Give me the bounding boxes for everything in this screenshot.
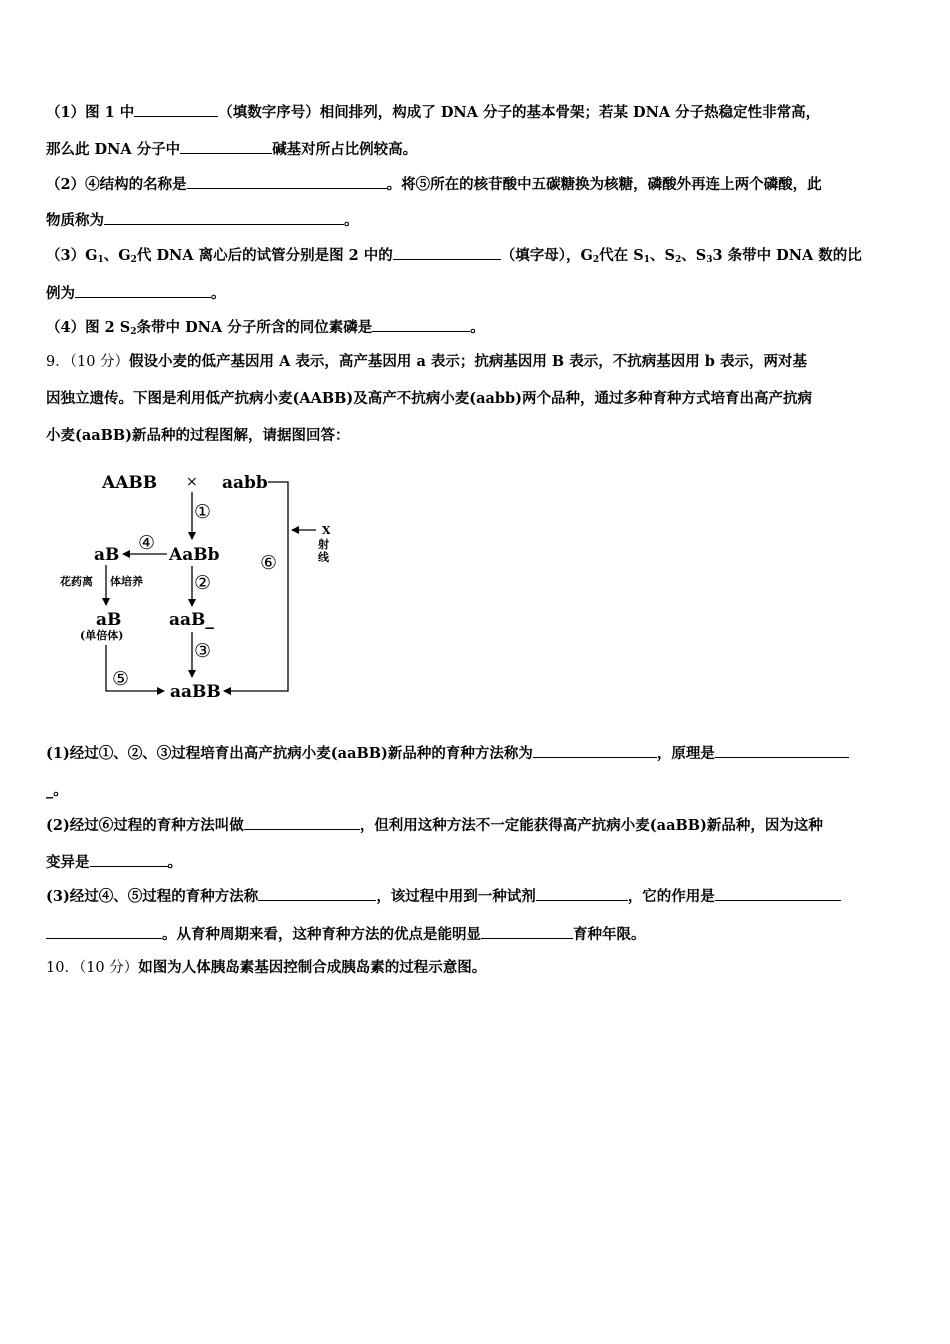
text: 因独立遗传。下图是利用低产抗病小麦(AABB)及高产不抗病小麦(aabb)两个品种，通过多种育种方式培育出高产抗病	[46, 390, 813, 407]
answer-blank[interactable]	[715, 886, 841, 901]
answer-blank[interactable]	[533, 743, 657, 758]
final-aabb-label: aaBB	[170, 682, 221, 702]
text: (2)经过⑥过程的育种方法叫做	[46, 817, 244, 834]
step6-label: ⑥	[260, 552, 278, 574]
q9-sub1-line1	[46, 743, 906, 764]
question-score: （10 分）	[69, 354, 130, 370]
offspring-aab-label: aaB_	[169, 610, 214, 630]
text: ，但利用这种方法不一定能获得高产抗病小麦(aaBB)新品种，因为这种	[359, 817, 823, 834]
q8-part2-line1	[46, 174, 906, 195]
q9-sub1-line2	[46, 781, 906, 801]
text: 代 DNA 离心后的试管分别是图 2 中的	[136, 247, 393, 264]
q10-stem	[46, 958, 906, 978]
q9-stem-line3	[46, 426, 906, 446]
step3-label: ③	[194, 640, 212, 662]
subscript: 1	[97, 255, 104, 265]
text: 、G	[103, 247, 131, 264]
answer-blank[interactable]	[104, 210, 344, 225]
step2-label: ②	[194, 572, 212, 594]
text: 例为	[46, 285, 75, 302]
q9-sub3-line1	[46, 886, 906, 907]
answer-blank[interactable]	[244, 815, 360, 830]
question-score: （10 分）	[78, 960, 139, 976]
q8-part1-line2	[46, 139, 906, 160]
text: （1）图 1 中	[46, 104, 135, 121]
subscript: 2	[130, 255, 137, 265]
subscript: 2	[592, 255, 600, 265]
answer-blank[interactable]	[715, 743, 849, 758]
answer-blank[interactable]	[90, 852, 168, 867]
haploid-ab-label: aB	[96, 610, 122, 630]
q8-part1-line1	[46, 102, 906, 123]
q8-part4	[46, 317, 906, 338]
text: 、S	[649, 247, 675, 264]
text: ，该过程中用到一种试剂	[376, 888, 536, 905]
text: ，它的作用是	[627, 888, 715, 905]
xray-label-xian: 线	[318, 551, 329, 564]
step4-label: ④	[138, 532, 156, 554]
arrow-step6	[224, 482, 288, 691]
text: （3）G	[46, 247, 98, 264]
answer-blank[interactable]	[75, 283, 211, 298]
haploid-note: (单倍体)	[80, 629, 124, 642]
anther-culture-text-right: 体培养	[110, 575, 143, 588]
text: 。从育种周期来看，这种育种方法的优点是能明显	[162, 926, 481, 943]
breeding-diagram	[50, 462, 370, 707]
q9-stem-line1	[46, 352, 906, 372]
text: 。	[344, 212, 359, 229]
text: 小麦(aaBB)新品种的过程图解，请据图回答：	[46, 427, 350, 444]
text: （2）④结构的名称是	[46, 176, 187, 193]
text: 。	[167, 854, 182, 871]
text: (3)经过④、⑤过程的育种方法称	[46, 888, 259, 905]
text: 变异是	[46, 854, 90, 871]
text: 。将⑤所在的核苷酸中五碳糖换为核糖，磷酸外再连上两个磷酸，此	[386, 176, 822, 193]
text: _。	[46, 782, 68, 799]
cross-symbol: ×	[186, 474, 198, 490]
answer-blank[interactable]	[46, 924, 162, 939]
text: 那么此 DNA 分子中	[46, 141, 181, 158]
text: (1)经过①、②、③过程培育出高产抗病小麦(aaBB)新品种的育种方法称为	[46, 745, 533, 762]
subscript: 3	[706, 255, 713, 265]
subscript: 1	[643, 255, 650, 265]
text: 假设小麦的低产基因用 A 表示，高产基因用 a 表示；抗病基因用 B 表示，不抗病基因用 b 表示，两对基	[129, 353, 807, 370]
q9-sub2-line2	[46, 852, 906, 873]
subscript: 2	[130, 327, 137, 337]
answer-blank[interactable]	[393, 245, 501, 260]
q9-sub3-line2	[46, 924, 906, 945]
text: 。	[470, 319, 485, 336]
step5-label: ⑤	[112, 668, 130, 690]
parent-aabb-lower-label: aabb	[222, 473, 268, 493]
answer-blank[interactable]	[481, 924, 573, 939]
xray-label-x: X	[322, 524, 331, 537]
q9-stem-line2	[46, 389, 906, 409]
answer-blank[interactable]	[134, 102, 218, 117]
text: 育种年限。	[573, 926, 646, 943]
parent-aabb-label: AABB	[102, 473, 158, 493]
text: 代在 S	[599, 247, 644, 264]
answer-blank[interactable]	[536, 886, 628, 901]
step1-label: ①	[194, 501, 212, 523]
question-number: 9．	[46, 354, 70, 370]
text: 条带中 DNA 分子所含的同位素磷是	[136, 319, 373, 336]
text: 3 条带中 DNA 数的比	[712, 247, 862, 264]
answer-blank[interactable]	[372, 317, 470, 332]
answer-blank[interactable]	[187, 174, 387, 189]
anther-culture-text-left: 花药离	[60, 575, 93, 588]
gamete-ab-label: aB	[94, 545, 120, 565]
q8-part3-line2	[46, 283, 906, 304]
text: ，原理是	[656, 745, 715, 762]
text: 如图为人体胰岛素基因控制合成胰岛素的过程示意图。	[138, 959, 487, 976]
subscript: 2	[674, 255, 682, 265]
question-number: 10．	[46, 960, 79, 976]
text: （填字母），G	[500, 247, 593, 264]
f1-aabb-label: AaBb	[169, 545, 220, 565]
text: 碱基对所占比例较高。	[272, 141, 418, 158]
xray-label-she: 射	[318, 538, 329, 551]
text: （4）图 2 S	[46, 319, 131, 336]
text: （填数字序号）相间排列，构成了 DNA 分子的基本骨架；若某 DNA 分子热稳定性非常高，	[218, 104, 821, 121]
q8-part2-line2	[46, 210, 906, 231]
text: 。	[211, 285, 226, 302]
q8-part3-line1	[46, 245, 906, 266]
answer-blank[interactable]	[258, 886, 376, 901]
answer-blank[interactable]	[180, 139, 272, 154]
text: 、S	[681, 247, 707, 264]
q9-sub2-line1	[46, 815, 906, 836]
text: 物质称为	[46, 212, 104, 229]
